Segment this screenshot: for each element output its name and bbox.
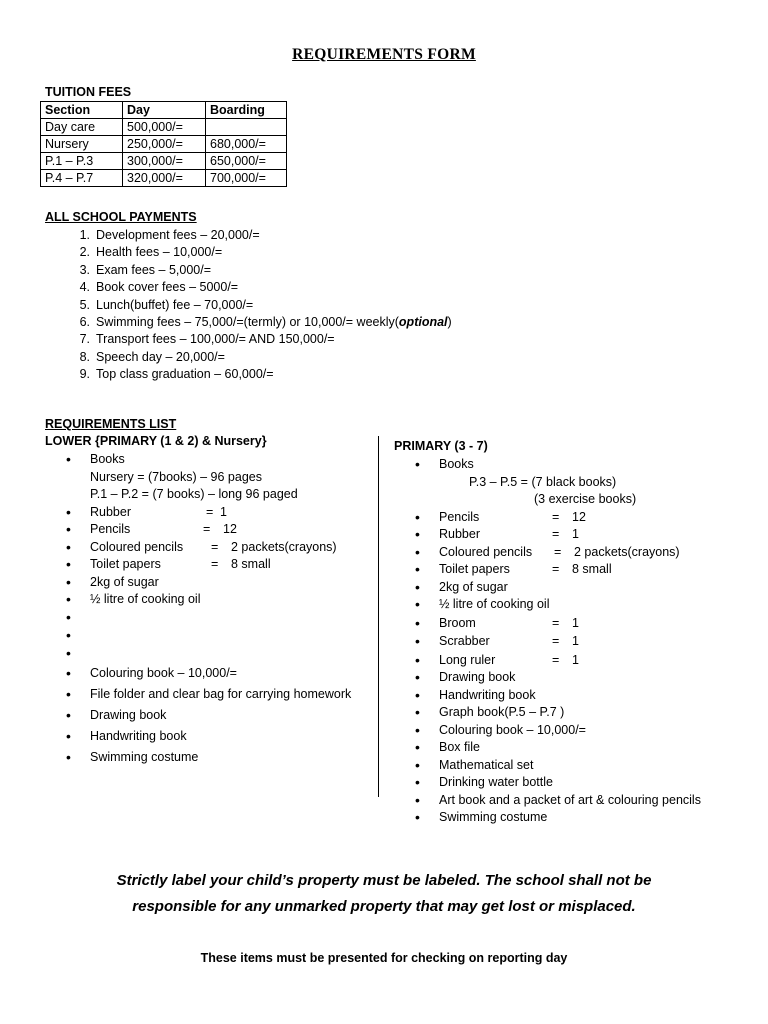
- item-text: Drawing book: [439, 670, 516, 684]
- item-name: Coloured pencils: [90, 539, 184, 554]
- bullet-icon: [66, 574, 90, 593]
- equals-sign: =: [552, 527, 560, 541]
- item-text: Mathematical set: [439, 757, 534, 772]
- payments-list: [66, 227, 452, 384]
- table-row: [41, 119, 287, 136]
- bullet-icon: [415, 687, 439, 706]
- property-label-notice: [0, 868, 768, 920]
- item-qty: 1: [572, 527, 579, 541]
- item-text: ½ litre of cooking oil: [439, 597, 550, 611]
- list-item: [66, 539, 376, 557]
- item-text: Book cover fees – 5000/=: [96, 280, 239, 295]
- item-text: Swimming costume: [439, 810, 548, 824]
- table-cell: 250,000/=: [123, 136, 206, 153]
- list-item: [415, 687, 745, 705]
- bullet-icon: [66, 747, 90, 769]
- bullet-icon: [415, 774, 439, 793]
- item-text: Health fees – 10,000/=: [96, 245, 223, 260]
- list-item: [66, 747, 376, 768]
- table-row: [41, 153, 287, 170]
- list-item: [415, 739, 745, 757]
- item-qty: 2 packets(crayons): [574, 544, 680, 559]
- primary-requirements-list: [415, 456, 745, 827]
- list-item: [415, 509, 745, 527]
- item-name: Broom: [439, 615, 476, 630]
- item-text: Development fees – 20,000/=: [96, 228, 260, 242]
- list-item: [415, 544, 745, 562]
- sub-item: P.3 – P.5 = (7 black books): [469, 474, 617, 489]
- item-text: Exam fees – 5,000/=: [96, 262, 212, 277]
- list-item: [66, 556, 376, 574]
- table-header-row: [41, 102, 287, 119]
- list-item: [66, 504, 376, 522]
- item-text: Handwriting book: [90, 728, 187, 743]
- bullet-icon: [66, 451, 90, 470]
- item-number: 9.: [79, 367, 90, 382]
- list-item: [66, 227, 452, 244]
- item-number: 8.: [79, 349, 90, 364]
- item-qty: 8 small: [231, 557, 271, 571]
- item-name: Scrabber: [439, 634, 490, 648]
- equals-sign: =: [554, 544, 562, 559]
- item-text: Handwriting book: [439, 687, 536, 702]
- bullet-icon: [415, 651, 439, 671]
- item-number: 1.: [79, 228, 90, 242]
- item-name: Rubber: [90, 504, 131, 519]
- list-item: [66, 521, 376, 539]
- bullet-icon: [415, 722, 439, 741]
- item-text: Drawing book: [90, 707, 167, 722]
- item-qty: 2 packets(crayons): [231, 539, 337, 554]
- list-item: [66, 663, 376, 684]
- item-text: Drinking water bottle: [439, 775, 553, 789]
- list-item: [66, 705, 376, 726]
- bullet-icon: [66, 684, 90, 706]
- item-text: Books: [90, 452, 125, 466]
- table-header-day: Day: [123, 102, 206, 119]
- table-cell: 300,000/=: [123, 153, 206, 170]
- item-number: 5.: [79, 297, 90, 312]
- primary-heading: PRIMARY (3 - 7): [394, 439, 488, 453]
- requirements-list-heading: REQUIREMENTS LIST: [45, 417, 177, 431]
- bullet-icon: [415, 544, 439, 563]
- table-cell: Day care: [41, 119, 123, 136]
- item-name: Rubber: [439, 527, 480, 541]
- list-item: [66, 244, 452, 261]
- bullet-icon: [66, 539, 90, 558]
- item-qty: 1: [572, 634, 579, 648]
- item-text: Colouring book – 10,000/=: [90, 665, 237, 680]
- equals-sign: =: [203, 522, 211, 536]
- item-text: 2kg of sugar: [90, 574, 159, 589]
- item-number: 7.: [79, 332, 90, 347]
- bullet-icon: [66, 627, 90, 646]
- table-header-section: Section: [41, 102, 123, 119]
- item-qty: 12: [572, 509, 586, 524]
- item-number: 3.: [79, 262, 90, 277]
- item-number: 6.: [79, 314, 90, 329]
- item-number: 4.: [79, 280, 90, 295]
- equals-sign: =: [552, 562, 560, 576]
- list-item: [415, 579, 745, 597]
- bullet-icon: [66, 591, 90, 610]
- table-cell: [206, 119, 287, 136]
- bullet-icon: [415, 792, 439, 811]
- equals-sign: =: [552, 509, 560, 524]
- item-text: Box file: [439, 740, 480, 754]
- list-item: [66, 366, 452, 383]
- table-header-boarding: Boarding: [206, 102, 287, 119]
- list-item: [66, 451, 376, 504]
- item-text: Top class graduation – 60,000/=: [96, 367, 274, 382]
- bullet-icon: [415, 669, 439, 688]
- item-text: Swimming costume: [90, 749, 199, 764]
- list-item: [415, 651, 745, 670]
- bullet-icon: [415, 561, 439, 580]
- equals-sign: =: [211, 539, 219, 554]
- bullet-icon: [66, 726, 90, 748]
- list-item: [415, 632, 745, 651]
- item-number: 2.: [79, 245, 90, 260]
- list-item: [415, 614, 745, 633]
- item-qty: 12: [223, 522, 237, 536]
- list-item: [415, 526, 745, 544]
- table-cell: 700,000/=: [206, 170, 287, 187]
- item-text: Books: [439, 457, 474, 471]
- bullet-icon: [415, 596, 439, 615]
- bullet-icon: [66, 556, 90, 575]
- item-name: Coloured pencils: [439, 544, 533, 559]
- item-qty: 1: [220, 504, 227, 519]
- item-text: ½ litre of cooking oil: [90, 592, 201, 606]
- bullet-icon: [66, 504, 90, 523]
- bullet-icon: [66, 609, 90, 628]
- list-item: [66, 627, 376, 645]
- list-item: [66, 684, 376, 705]
- item-name: Pencils: [90, 522, 131, 536]
- optional-label: optional: [398, 314, 448, 329]
- bullet-icon: [415, 739, 439, 758]
- item-name: Toilet papers: [439, 562, 510, 576]
- school-payments-heading: ALL SCHOOL PAYMENTS: [45, 210, 197, 224]
- item-text: Swimming fees – 75,000/=(termly) or 10,000/= weekly(: [96, 314, 399, 329]
- sub-item: P.1 – P.2 = (7 books) – long 96 paged: [90, 487, 298, 501]
- table-cell: P.1 – P.3: [41, 153, 123, 170]
- table-cell: Nursery: [41, 136, 123, 153]
- table-cell: 320,000/=: [123, 170, 206, 187]
- item-name: Pencils: [439, 509, 480, 524]
- list-item: [415, 669, 745, 687]
- list-item: [66, 726, 376, 747]
- list-item: [415, 596, 745, 614]
- form-title: REQUIREMENTS FORM: [292, 46, 476, 63]
- item-text: Art book and a packet of art & colouring pencils: [439, 792, 701, 807]
- item-qty: 1: [572, 615, 579, 630]
- bullet-icon: [66, 705, 90, 727]
- item-text: File folder and clear bag for carrying homework: [90, 686, 352, 701]
- bullet-icon: [415, 757, 439, 776]
- list-item: [66, 591, 376, 609]
- bullet-icon: [66, 521, 90, 540]
- list-item: [66, 331, 452, 348]
- column-divider: [378, 436, 379, 797]
- list-item: [415, 809, 745, 827]
- equals-sign: =: [552, 634, 560, 648]
- equals-sign: =: [552, 652, 560, 667]
- item-qty: 8 small: [572, 562, 612, 576]
- item-text: 2kg of sugar: [439, 579, 508, 594]
- bullet-icon: [415, 456, 439, 475]
- table-cell: 500,000/=: [123, 119, 206, 136]
- list-item: [66, 609, 376, 627]
- list-item: [66, 297, 452, 314]
- list-item: [66, 349, 452, 366]
- list-item: [415, 774, 745, 792]
- bullet-icon: [415, 809, 439, 828]
- lower-primary-heading: LOWER {PRIMARY (1 & 2) & Nursery}: [45, 434, 267, 448]
- item-text: Graph book(P.5 – P.7 ): [439, 705, 565, 719]
- equals-sign: =: [552, 615, 560, 630]
- table-cell: 680,000/=: [206, 136, 287, 153]
- notice-line: responsible for any unmarked property that may get lost or misplaced.: [132, 898, 636, 915]
- bullet-icon: [415, 509, 439, 528]
- table-cell: 650,000/=: [206, 153, 287, 170]
- list-item: [66, 262, 452, 279]
- item-text-close: ): [447, 314, 452, 329]
- bullet-icon: [415, 632, 439, 652]
- sub-item: Nursery = (7books) – 96 pages: [90, 469, 262, 484]
- equals-sign: =: [206, 504, 214, 519]
- item-name: Long ruler: [439, 652, 496, 667]
- table-row: [41, 136, 287, 153]
- tuition-fees-table: [40, 101, 287, 187]
- equals-sign: =: [211, 557, 219, 571]
- bullet-icon: [415, 704, 439, 723]
- lower-requirements-list: [66, 451, 376, 768]
- list-item: [66, 314, 452, 331]
- table-cell: P.4 – P.7: [41, 170, 123, 187]
- item-text: Colouring book – 10,000/=: [439, 722, 586, 737]
- bullet-icon: [415, 526, 439, 545]
- notice-line: Strictly label your child’s property must be labeled. The school shall not be: [116, 872, 652, 889]
- item-text: Lunch(buffet) fee – 70,000/=: [96, 297, 254, 312]
- item-name: Toilet papers: [90, 557, 161, 571]
- list-item: [66, 574, 376, 592]
- bullet-icon: [66, 663, 90, 685]
- item-qty: 1: [572, 652, 579, 667]
- list-item: [415, 792, 745, 810]
- bullet-icon: [415, 614, 439, 634]
- tuition-fees-heading: TUITION FEES: [45, 85, 132, 99]
- list-item: [415, 456, 745, 509]
- item-text: Transport fees – 100,000/= AND 150,000/=: [96, 332, 335, 347]
- list-item: [415, 704, 745, 722]
- bullet-icon: [415, 579, 439, 598]
- table-row: [41, 170, 287, 187]
- bullet-icon: [66, 645, 90, 664]
- item-text: Speech day – 20,000/=: [96, 349, 225, 364]
- list-item: [66, 279, 452, 296]
- sub-item: (3 exercise books): [534, 492, 637, 506]
- reporting-day-note: These items must be presented for checking on reporting day: [200, 951, 568, 965]
- list-item: [415, 722, 745, 740]
- list-item: [66, 645, 376, 663]
- list-item: [415, 757, 745, 775]
- list-item: [415, 561, 745, 579]
